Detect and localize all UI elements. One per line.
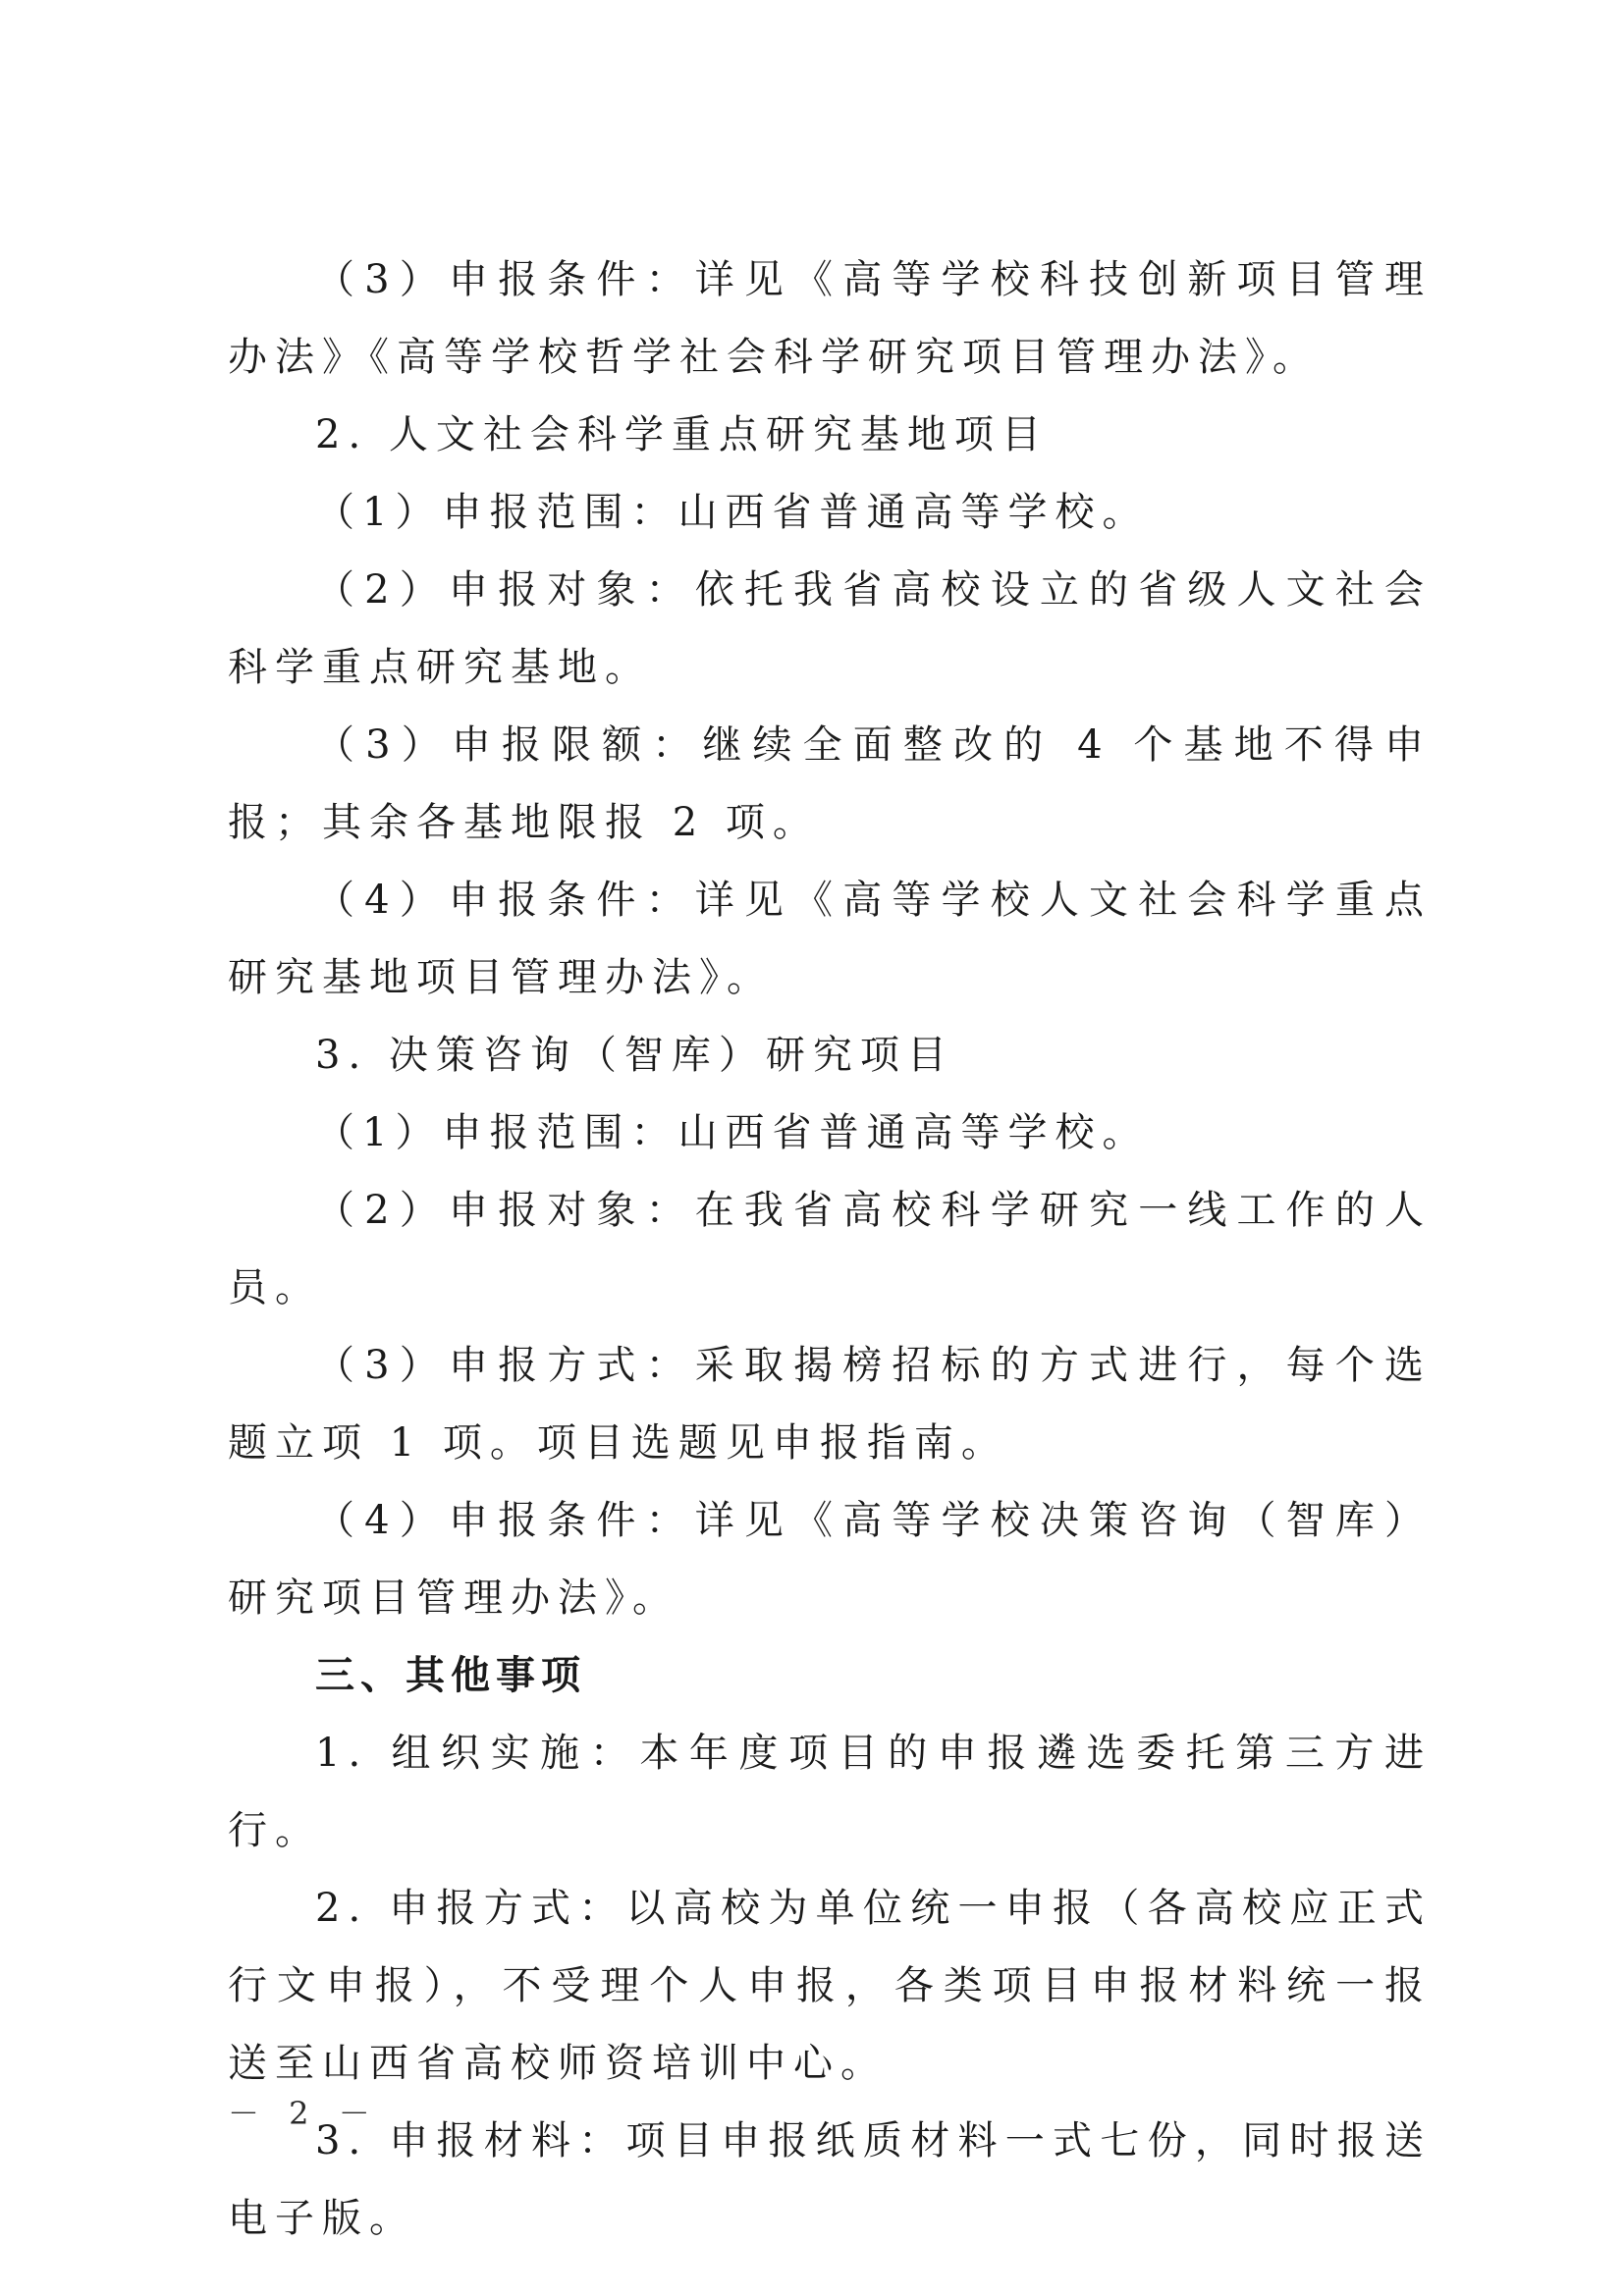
paragraph-organization: 1. 组织实施：本年度项目的申报遴选委托第三方进行。 xyxy=(228,1731,1432,1853)
paragraph-think-tank-title: 3. 决策咨询（智库）研究项目 xyxy=(315,1033,954,1078)
paragraph-key-research-base-title: 2. 人文社会科学重点研究基地项目 xyxy=(315,412,1049,457)
paragraph-think-tank-scope: （1）申报范围：山西省普通高等学校。 xyxy=(315,1110,1150,1155)
paragraph-key-base-target: （2）申报对象：依托我省高校设立的省级人文社会科学重点研究基地。 xyxy=(228,567,1432,690)
paragraph-application-method: 2. 申报方式：以高校为单位统一申报（各高校应正式行文申报），不受理个人申报，各类项目申报材料统一报送至山西省高校师资培训中心。 xyxy=(228,1886,1432,2086)
document-body xyxy=(228,241,1432,2258)
paragraph-think-tank-conditions: （4）申报条件：详见《高等学校决策咨询（智库）研究项目管理办法》。 xyxy=(228,1498,1432,1621)
paragraph-key-base-quota: （3）申报限额：继续全面整改的 4 个基地不得申报；其余各基地限报 2 项。 xyxy=(228,722,1432,845)
page-number: － 2 － xyxy=(228,2095,380,2132)
paragraph-think-tank-target: （2）申报对象：在我省高校科学研究一线工作的人员。 xyxy=(228,1188,1432,1310)
paragraph-key-base-conditions: （4）申报条件：详见《高等学校人文社会科学重点研究基地项目管理办法》。 xyxy=(228,878,1432,1000)
paragraph-think-tank-method: （3）申报方式：采取揭榜招标的方式进行，每个选题立项 1 项。项目选题见申报指南。 xyxy=(228,1343,1432,1466)
paragraph-tech-innovation-conditions: （3）申报条件：详见《高等学校科技创新项目管理办法》《高等学校哲学社会科学研究项目管理办法》。 xyxy=(228,257,1432,380)
paragraph-application-materials: 3. 申报材料：项目申报纸质材料一式七份，同时报送电子版。 xyxy=(228,2118,1432,2241)
paragraph-key-base-scope: （1）申报范围：山西省普通高等学校。 xyxy=(315,490,1150,535)
section-heading-other-matters: 三、其他事项 xyxy=(315,1653,586,1698)
